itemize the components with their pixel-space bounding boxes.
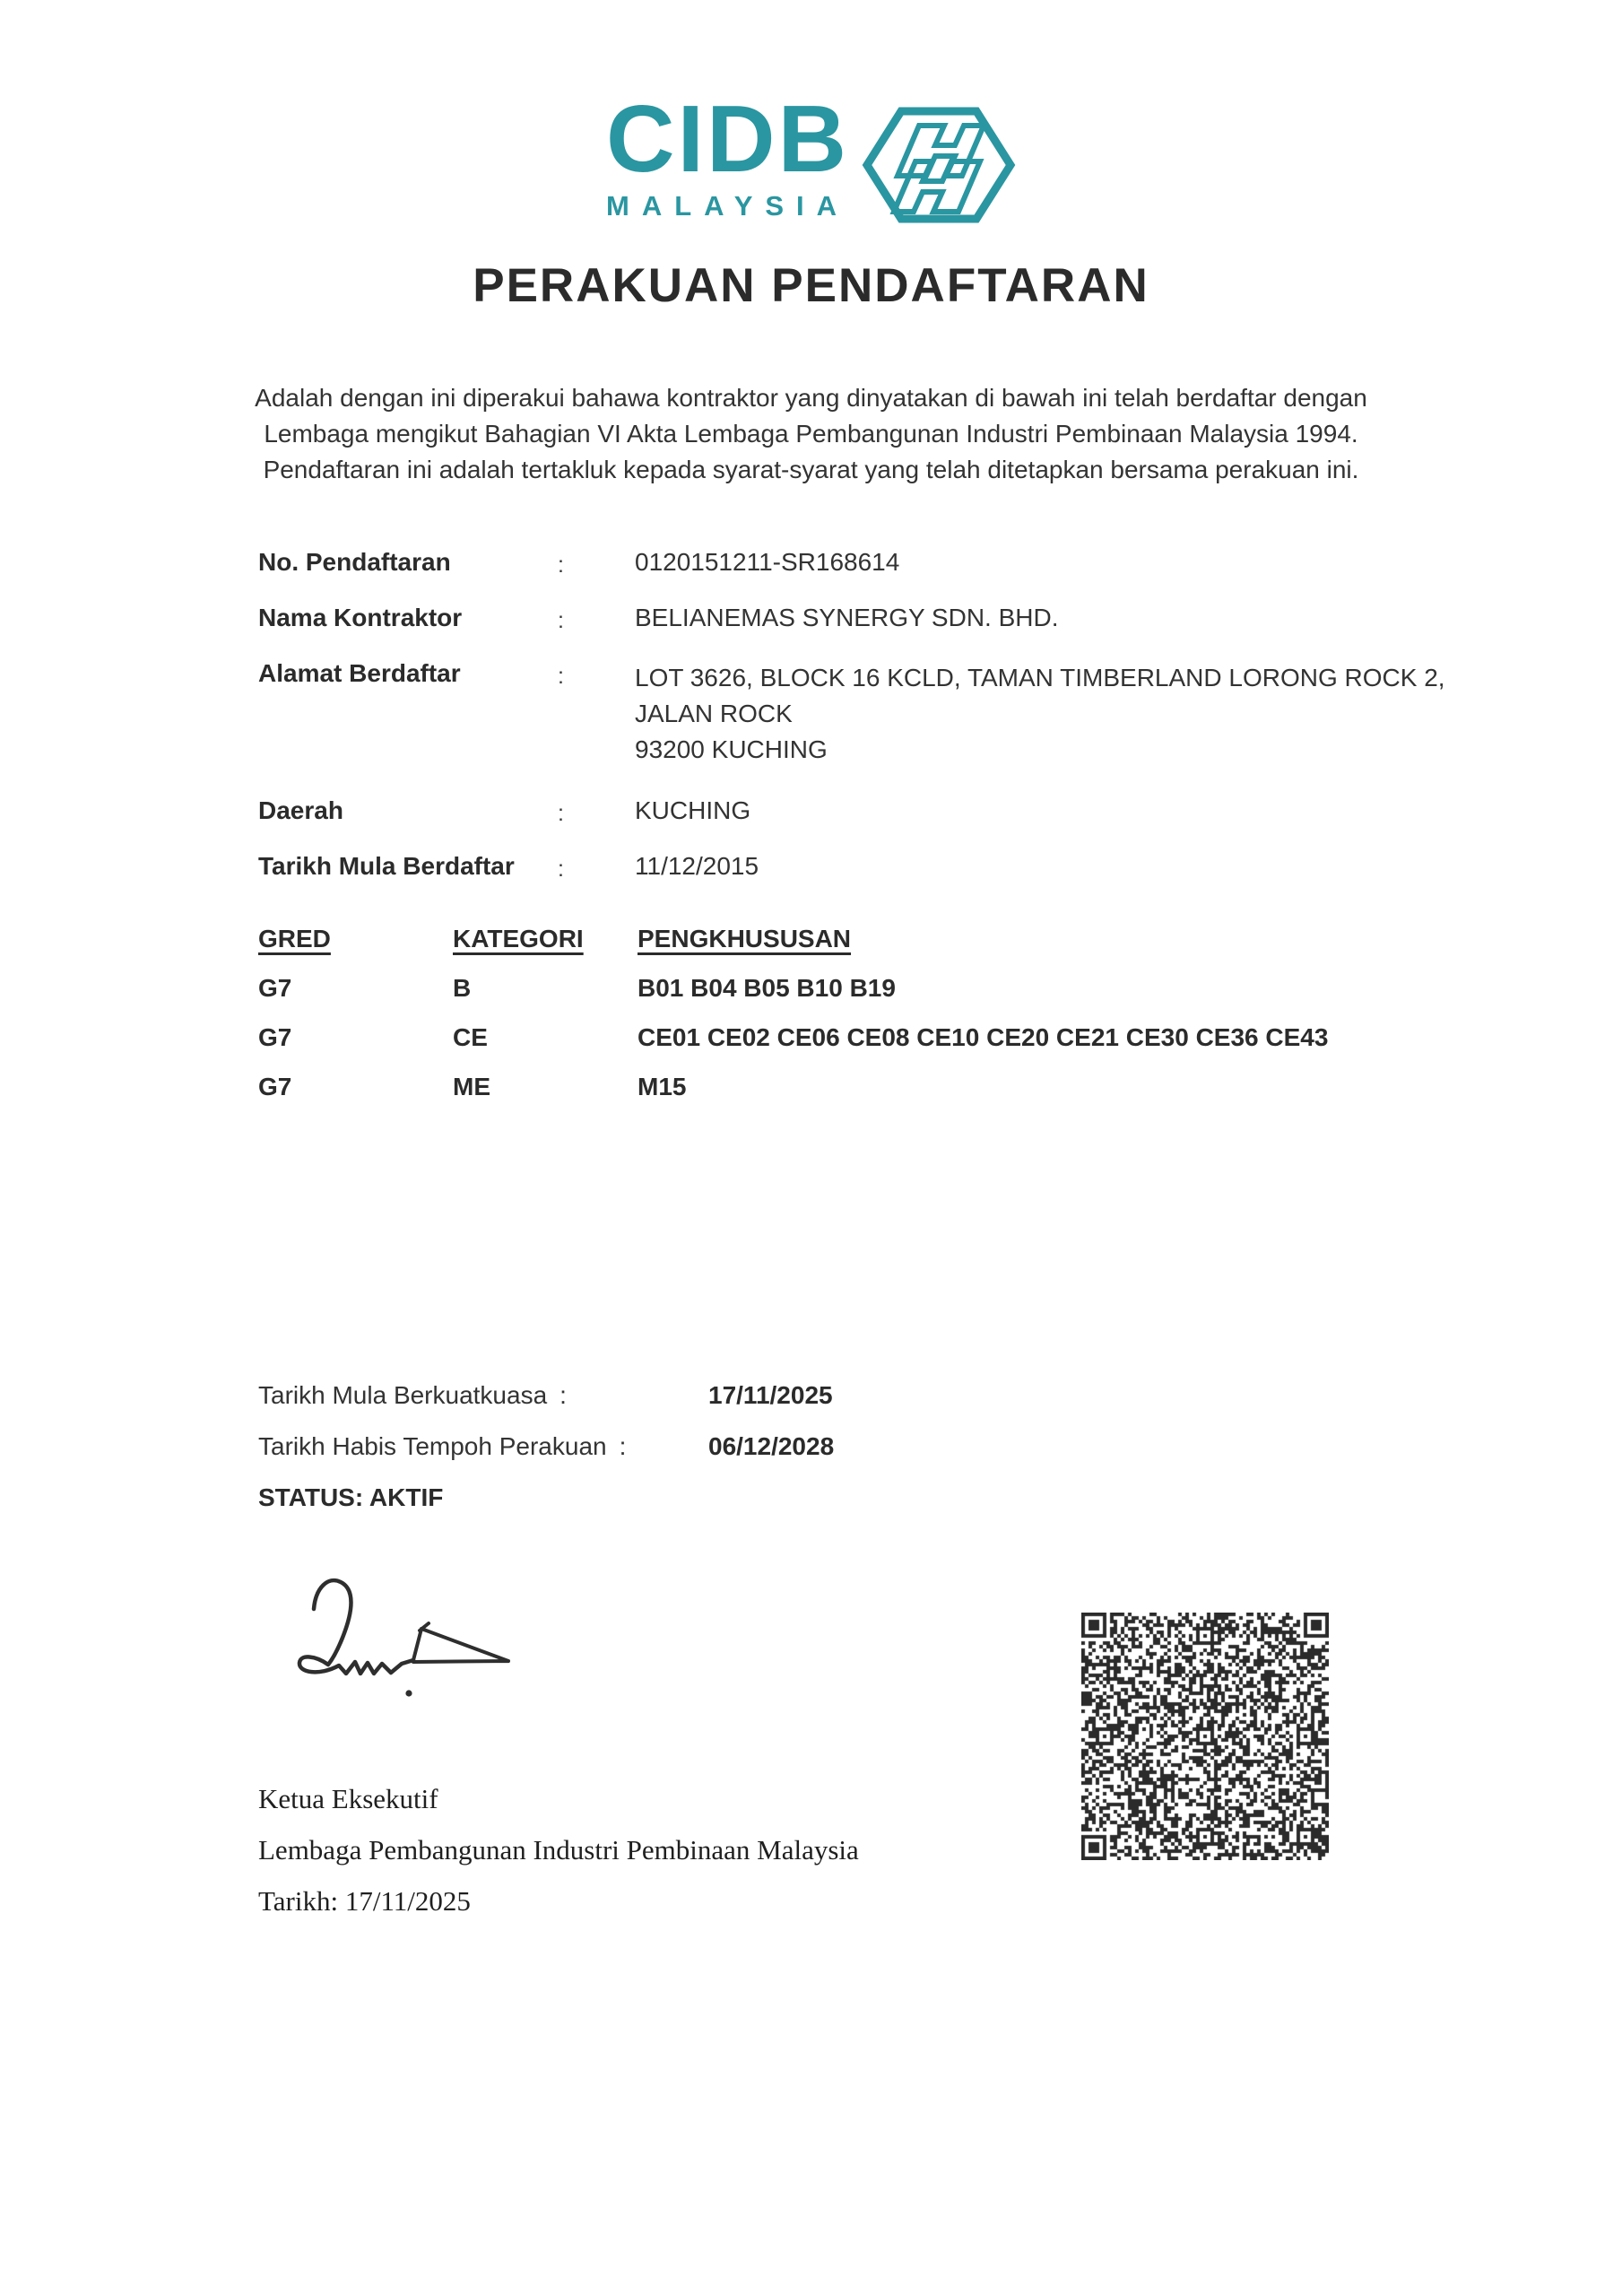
cidb-malaysia-label: MALAYSIA xyxy=(606,190,850,222)
grade-category-table xyxy=(258,926,1540,1123)
detail-row-registration-number xyxy=(258,549,1540,578)
validity-section xyxy=(258,1382,1155,1510)
detail-value: 11/12/2015 xyxy=(635,852,759,880)
intro-line: Pendaftaran ini adalah tertakluk kepada syarat-syarat yang telah ditetapkan bersama perakuan ini. xyxy=(263,456,1359,483)
detail-value: BELIANEMAS SYNERGY SDN. BHD. xyxy=(635,604,1059,631)
column-header-pengkhususan: PENGKHUSUSAN xyxy=(638,925,852,952)
detail-row-registered-address xyxy=(258,660,1540,768)
address-line: LOT 3626, BLOCK 16 KCLD, TAMAN TIMBERLAND LORONG ROCK 2, JALAN ROCK xyxy=(635,664,1445,727)
column-header-gred: GRED xyxy=(258,925,331,952)
colon-separator: : xyxy=(558,552,564,578)
address-line: 93200 KUCHING xyxy=(635,735,828,763)
detail-row-district xyxy=(258,797,1540,827)
detail-row-contractor-name xyxy=(258,604,1540,634)
intro-paragraph xyxy=(0,380,1622,488)
column-header-kategori: KATEGORI xyxy=(453,925,584,952)
detail-value xyxy=(635,660,1522,768)
handwritten-signature xyxy=(296,1571,520,1701)
detail-label: Alamat Berdaftar xyxy=(258,659,461,687)
cell-pengkhususan: M15 xyxy=(638,1073,687,1100)
cell-gred: G7 xyxy=(258,1023,292,1051)
colon-separator: : xyxy=(558,608,564,633)
colon-separator: : xyxy=(619,1432,627,1460)
detail-value: KUCHING xyxy=(635,796,751,824)
colon-separator: : xyxy=(558,801,564,826)
table-row xyxy=(258,1074,1540,1100)
colon-separator: : xyxy=(559,1381,567,1409)
signature-dot xyxy=(405,1690,412,1696)
detail-label: Nama Kontraktor xyxy=(258,604,463,631)
intro-line: Adalah dengan ini diperakui bahawa kontraktor yang dinyatakan di bawah ini telah berdaftar dengan xyxy=(255,384,1367,412)
validity-value: 06/12/2028 xyxy=(708,1432,835,1460)
detail-value: 0120151211-SR168614 xyxy=(635,548,900,576)
validity-row-expiry-date xyxy=(258,1433,1155,1459)
cell-kategori: CE xyxy=(453,1023,488,1051)
status-line: STATUS: AKTIF xyxy=(258,1483,444,1511)
cell-pengkhususan: CE01 CE02 CE06 CE08 CE10 CE20 CE21 CE30 CE36 CE43 xyxy=(638,1023,1329,1051)
detail-label: Daerah xyxy=(258,796,343,824)
signatory-organization: Lembaga Pembangunan Industri Pembinaan Malaysia xyxy=(258,1834,859,1866)
validity-label: Tarikh Mula Berkuatkuasa xyxy=(258,1381,548,1409)
certificate-title: PERAKUAN PENDAFTARAN xyxy=(473,259,1149,312)
table-header-row xyxy=(258,926,1540,952)
detail-row-first-registered-date xyxy=(258,853,1540,883)
intro-line: Lembaga mengikut Bahagian VI Akta Lembaga Pembangunan Industri Pembinaan Malaysia 1994. xyxy=(264,420,1358,448)
colon-separator: : xyxy=(558,664,564,689)
cell-kategori: B xyxy=(453,974,472,1002)
signatory-title: Ketua Eksekutif xyxy=(258,1783,438,1814)
validity-value: 17/11/2025 xyxy=(708,1381,833,1409)
detail-label: Tarikh Mula Berdaftar xyxy=(258,852,515,880)
cell-pengkhususan: B01 B04 B05 B10 B19 xyxy=(638,974,896,1002)
table-row xyxy=(258,1024,1540,1050)
validity-label: Tarikh Habis Tempoh Perakuan xyxy=(258,1432,607,1460)
colon-separator: : xyxy=(558,857,564,882)
verification-qr-code xyxy=(1081,1613,1329,1860)
cidb-logo-text xyxy=(606,86,850,222)
table-row xyxy=(258,975,1540,1001)
cell-gred: G7 xyxy=(258,974,292,1002)
cell-kategori: ME xyxy=(453,1073,490,1100)
signatory-date: Tarikh: 17/11/2025 xyxy=(258,1885,471,1917)
cell-gred: G7 xyxy=(258,1073,292,1100)
registration-details xyxy=(258,549,1540,909)
detail-label: No. Pendaftaran xyxy=(258,548,451,576)
cidb-wordmark: CIDB xyxy=(606,86,850,192)
validity-row-effective-date xyxy=(258,1382,1155,1408)
cidb-hexagon-h-icon xyxy=(860,104,1018,226)
signatory-block xyxy=(258,1785,859,1938)
cidb-logo xyxy=(606,86,1018,226)
